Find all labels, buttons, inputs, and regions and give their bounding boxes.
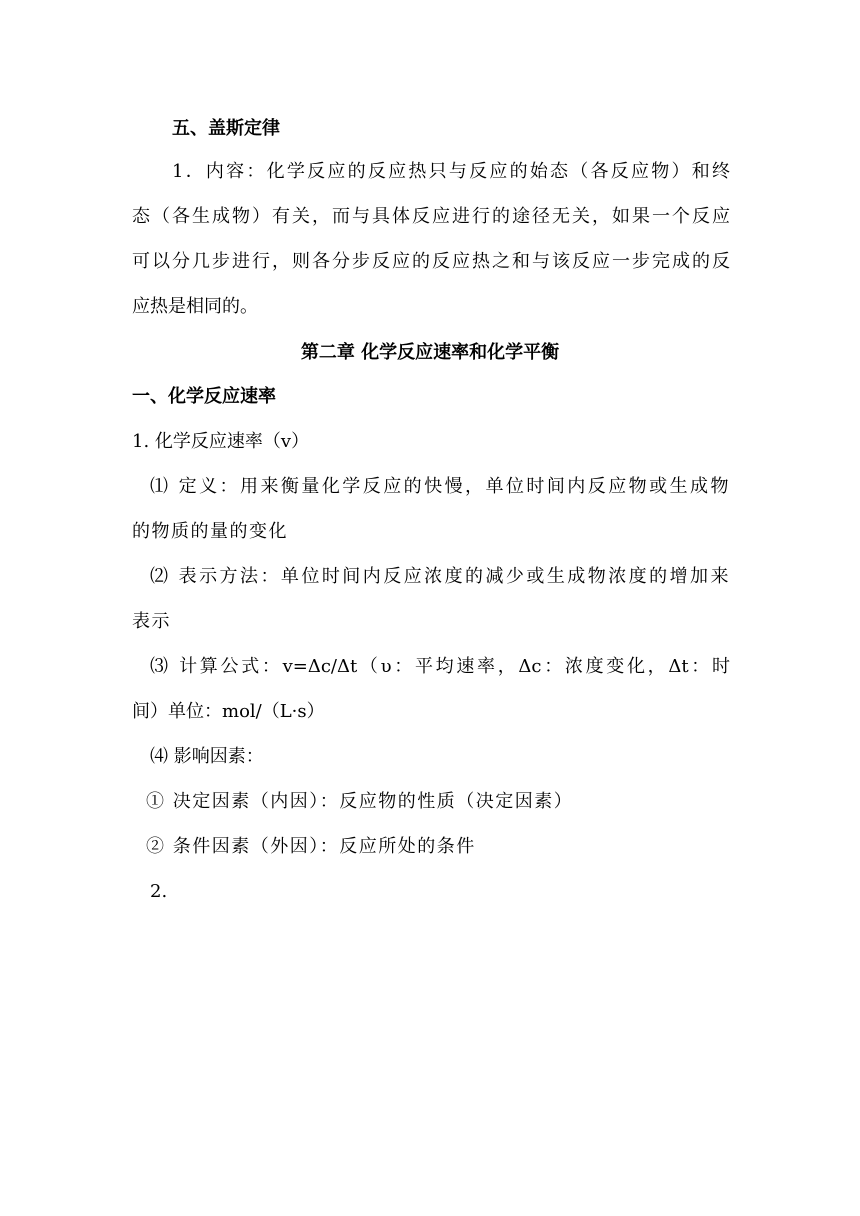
chapter-title: 第二章 化学反应速率和化学平衡: [300, 342, 560, 363]
factors-title: ⑷ 影响因素：: [150, 746, 264, 767]
hess-law-paragraph-line-2: 态（各生成物）有关，而与具体反应进行的途径无关，如果一个反应: [132, 206, 730, 227]
factor-1-text: ① 决定因素（内因）：反应物的性质: [146, 791, 457, 812]
factor-2: ② 条件因素（外因）：反应所处的条件: [146, 836, 476, 857]
item-2-title: 2.: [150, 881, 168, 902]
factor-1-emphasis: （决定因素）: [456, 791, 574, 812]
section-heading-hess-law: 五、盖斯定律: [172, 118, 280, 139]
factor-1: [146, 790, 573, 814]
definition-line-1: ⑴ 定义：用来衡量化学反应的快慢，单位时间内反应物或生成物: [150, 476, 730, 497]
formula-line-2: 间）单位：mol/（L·s）: [132, 701, 325, 722]
method-line-1: ⑵ 表示方法：单位时间内反应浓度的减少或生成物浓度的增加来: [150, 566, 730, 587]
item-1-title: 1. 化学反应速率（v）: [132, 431, 310, 452]
section-heading-reaction-rate: 一、化学反应速率: [132, 386, 276, 407]
hess-law-paragraph-line-1: 1．内容：化学反应的反应热只与反应的始态（各反应物）和终: [172, 161, 730, 182]
hess-law-paragraph-line-3: 可以分几步进行，则各分步反应的反应热之和与该反应一步完成的反: [132, 251, 730, 272]
formula-line-1: ⑶ 计算公式：v=Δc/Δt（υ：平均速率，Δc：浓度变化，Δt：时: [150, 656, 730, 677]
hess-law-paragraph-line-4: 应热是相同的。: [132, 296, 258, 317]
method-line-2: 表示: [132, 611, 171, 632]
definition-line-2: 的物质的量的变化: [132, 521, 288, 542]
